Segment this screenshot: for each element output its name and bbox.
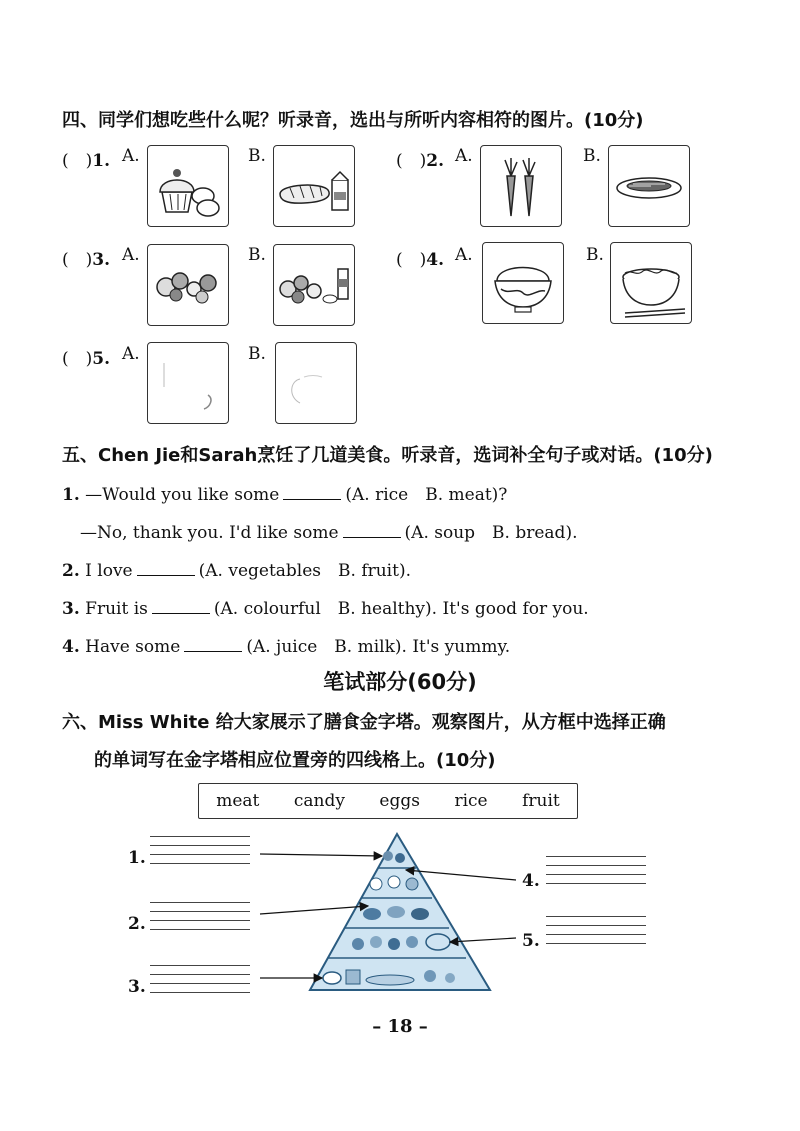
written-section-title: 笔试部分(60分) bbox=[323, 670, 477, 694]
vegetables-juice-icon bbox=[274, 245, 354, 325]
s5-item-2 bbox=[62, 556, 411, 581]
word-rice: rice bbox=[454, 791, 488, 811]
bread-milk-icon bbox=[274, 146, 354, 226]
blank-image-icon bbox=[148, 343, 228, 423]
word-meat: meat bbox=[216, 791, 260, 811]
answer-paren[interactable]: ( ) bbox=[396, 151, 427, 171]
option-a-label: A. bbox=[122, 146, 140, 166]
section4-title: 四、同学们想吃些什么呢？听录音，选出与所听内容相符的图片。(10分) bbox=[62, 110, 644, 131]
question-number: 2. bbox=[426, 151, 445, 171]
arrow-1 bbox=[260, 854, 382, 856]
pyramid-label-1: 1. bbox=[128, 848, 146, 868]
cupcake-eggs-icon bbox=[148, 146, 228, 226]
question-4 bbox=[396, 245, 444, 270]
question-number: 4. bbox=[426, 250, 445, 270]
pyramid-label-4: 4. bbox=[522, 871, 540, 891]
question-number: 1. bbox=[92, 151, 111, 171]
q5-option-b-picture[interactable] bbox=[275, 342, 357, 424]
answer-blank[interactable] bbox=[283, 485, 341, 500]
option-b-label: B. bbox=[248, 344, 266, 364]
vegetables-icon bbox=[148, 245, 228, 325]
s5-item-1 bbox=[62, 480, 507, 505]
item-text-before: Fruit is bbox=[85, 599, 148, 619]
section5-title: 五、Chen Jie和Sarah烹饪了几道美食。听录音，选词补全句子或对话。(10分) bbox=[62, 445, 713, 466]
question-5 bbox=[62, 344, 110, 369]
s5-item-3 bbox=[62, 594, 589, 619]
answer-blank[interactable] bbox=[152, 599, 210, 614]
question-2 bbox=[396, 146, 444, 171]
item-text-before: Have some bbox=[85, 637, 181, 657]
item-number: 1. bbox=[62, 485, 80, 505]
writing-grid-3[interactable] bbox=[150, 965, 250, 1001]
writing-grid-5[interactable] bbox=[546, 916, 646, 952]
item-number: 3. bbox=[62, 599, 80, 619]
word-fruit: fruit bbox=[522, 791, 560, 811]
s5-item-4 bbox=[62, 632, 510, 657]
pyramid-label-3: 3. bbox=[128, 977, 146, 997]
answer-blank[interactable] bbox=[184, 637, 242, 652]
q5-option-a-picture[interactable] bbox=[147, 342, 229, 424]
carrots-icon bbox=[481, 146, 561, 226]
answer-paren[interactable]: ( ) bbox=[62, 349, 93, 369]
writing-grid-2[interactable] bbox=[150, 902, 250, 938]
item-text-after: (A. soup B. bread). bbox=[404, 523, 578, 543]
item-text-after: (A. vegetables B. fruit). bbox=[198, 561, 411, 581]
item-text-before: —No, thank you. I'd like some bbox=[80, 523, 339, 543]
food-pyramid-diagram bbox=[250, 828, 550, 998]
question-number: 5. bbox=[92, 349, 111, 369]
option-b-label: B. bbox=[583, 146, 601, 166]
answer-blank[interactable] bbox=[137, 561, 195, 576]
arrow-2 bbox=[260, 906, 368, 914]
option-b-label: B. bbox=[586, 245, 604, 265]
s5-item-1-reply bbox=[80, 518, 577, 543]
rice-bowl-icon bbox=[483, 243, 563, 323]
item-number: 2. bbox=[62, 561, 80, 581]
pyramid-label-5: 5. bbox=[522, 931, 540, 951]
q2-option-b-picture[interactable] bbox=[608, 145, 690, 227]
question-1 bbox=[62, 146, 110, 171]
page-number: – 18 – bbox=[372, 1016, 428, 1037]
q3-option-b-picture[interactable] bbox=[273, 244, 355, 326]
fish-plate-icon bbox=[609, 146, 689, 226]
item-number: 4. bbox=[62, 637, 80, 657]
question-number: 3. bbox=[92, 250, 111, 270]
section6-title-line1: 六、Miss White 给大家展示了膳食金字塔。观察图片，从方框中选择正确 bbox=[62, 712, 666, 733]
option-b-label: B. bbox=[248, 146, 266, 166]
option-a-label: A. bbox=[122, 245, 140, 265]
option-b-label: B. bbox=[248, 245, 266, 265]
word-candy: candy bbox=[293, 791, 345, 811]
answer-paren[interactable]: ( ) bbox=[396, 250, 427, 270]
item-text-before: —Would you like some bbox=[85, 485, 280, 505]
option-a-label: A. bbox=[455, 146, 473, 166]
writing-grid-1[interactable] bbox=[150, 836, 250, 872]
q1-option-a-picture[interactable] bbox=[147, 145, 229, 227]
answer-paren[interactable]: ( ) bbox=[62, 151, 93, 171]
answer-blank[interactable] bbox=[343, 523, 401, 538]
noodles-bowl-icon bbox=[611, 243, 691, 323]
section6-title-line2: 的单词写在金字塔相应位置旁的四线格上。(10分) bbox=[94, 750, 496, 771]
item-text-after: (A. rice B. meat)? bbox=[345, 485, 508, 505]
word-bank bbox=[198, 783, 578, 819]
q1-option-b-picture[interactable] bbox=[273, 145, 355, 227]
option-a-label: A. bbox=[122, 344, 140, 364]
blank-image-icon bbox=[276, 343, 356, 423]
q4-option-b-picture[interactable] bbox=[610, 242, 692, 324]
pyramid-label-2: 2. bbox=[128, 914, 146, 934]
q4-option-a-picture[interactable] bbox=[482, 242, 564, 324]
q3-option-a-picture[interactable] bbox=[147, 244, 229, 326]
answer-paren[interactable]: ( ) bbox=[62, 250, 93, 270]
item-text-after: (A. colourful B. healthy). It's good for you. bbox=[213, 599, 589, 619]
writing-grid-4[interactable] bbox=[546, 856, 646, 892]
q2-option-a-picture[interactable] bbox=[480, 145, 562, 227]
item-text-before: I love bbox=[85, 561, 133, 581]
question-3 bbox=[62, 245, 110, 270]
item-text-after: (A. juice B. milk). It's yummy. bbox=[246, 637, 511, 657]
word-eggs: eggs bbox=[379, 791, 420, 811]
option-a-label: A. bbox=[455, 245, 473, 265]
